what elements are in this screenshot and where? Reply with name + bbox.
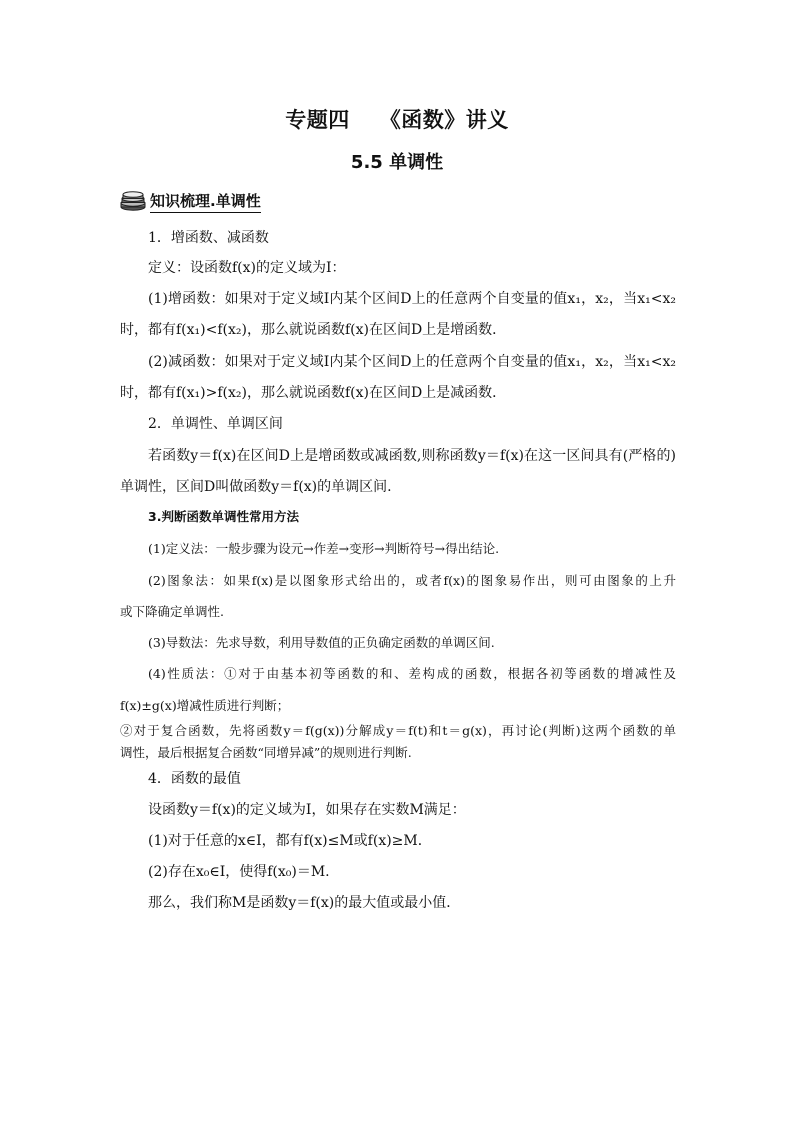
- heading-4: 4．函数的最值: [148, 771, 241, 787]
- monotonic-def-line-1: 若函数y＝f(x)在区间D上是增函数或减函数,则称函数y＝f(x)在这一区间具有(严格的): [148, 448, 676, 464]
- extremum-conclusion: 那么，我们称M是函数y＝f(x)的最大值或最小值．: [148, 895, 461, 911]
- extremum-intro: 设函数y＝f(x)的定义域为I，如果存在实数M满足：: [148, 802, 466, 818]
- method-graph-line-2: 或下降确定单调性.: [120, 604, 224, 619]
- page-subtitle: 5.5 单调性: [350, 152, 444, 173]
- title-book: 《函数》讲义: [379, 108, 509, 132]
- method-property-line-1: (4)性质法：①对于由基本初等函数的和、差构成的函数，根据各初等函数的增减性及: [148, 666, 676, 681]
- title-main: 专题四: [285, 108, 350, 132]
- method-definition: (1)定义法：一般步骤为设元→作差→变形→判断符号→得出结论.: [148, 541, 500, 556]
- monotonic-def-line-2: 单调性，区间D叫做函数y＝f(x)的单调区间.: [120, 479, 392, 495]
- definition-intro: 定义：设函数f(x)的定义域为I：: [148, 260, 346, 276]
- increasing-def-line-2: 时，都有f(x₁)<f(x₂)，那么就说函数f(x)在区间D上是增函数．: [120, 322, 507, 338]
- decreasing-def-line-1: (2)减函数：如果对于定义域I内某个区间D上的任意两个自变量的值x₁，x₂，当x₁<x₂: [148, 354, 676, 370]
- method-graph-line-1: (2)图象法：如果f(x)是以图象形式给出的，或者f(x)的图象易作出，则可由图象的上升: [148, 573, 676, 588]
- section-header: [120, 189, 261, 213]
- extremum-cond-2: (2)存在x₀∈I，使得f(x₀)＝M.: [148, 864, 330, 880]
- heading-1: 1．增函数、减函数: [148, 230, 269, 246]
- method-derivative: (3)导数法：先求导数，利用导数值的正负确定函数的单调区间.: [148, 635, 495, 650]
- decreasing-def-line-2: 时，都有f(x₁)>f(x₂)，那么就说函数f(x)在区间D上是减函数．: [120, 385, 507, 401]
- heading-3: 3.判断函数单调性常用方法: [148, 509, 299, 524]
- heading-2: 2．单调性、单调区间: [148, 416, 283, 432]
- section-label: 知识梳理.单调性: [150, 190, 261, 213]
- method-composite-line-1: ②对于复合函数，先将函数y＝f(g(x))分解成y＝f(t)和t＝g(x)，再讨论(判断)这两个函数的单: [120, 723, 676, 738]
- method-composite-line-2: 调性，最后根据复合函数“同增异减”的规则进行判断.: [120, 745, 412, 760]
- books-icon: [120, 191, 146, 211]
- method-property-line-2: f(x)±g(x)增减性质进行判断；: [120, 698, 290, 713]
- page-title: [0, 104, 794, 134]
- increasing-def-line-1: (1)增函数：如果对于定义域I内某个区间D上的任意两个自变量的值x₁，x₂，当x₁<x₂: [148, 291, 676, 307]
- extremum-cond-1: (1)对于任意的x∈I，都有f(x)≤M或f(x)≥M．: [148, 833, 432, 849]
